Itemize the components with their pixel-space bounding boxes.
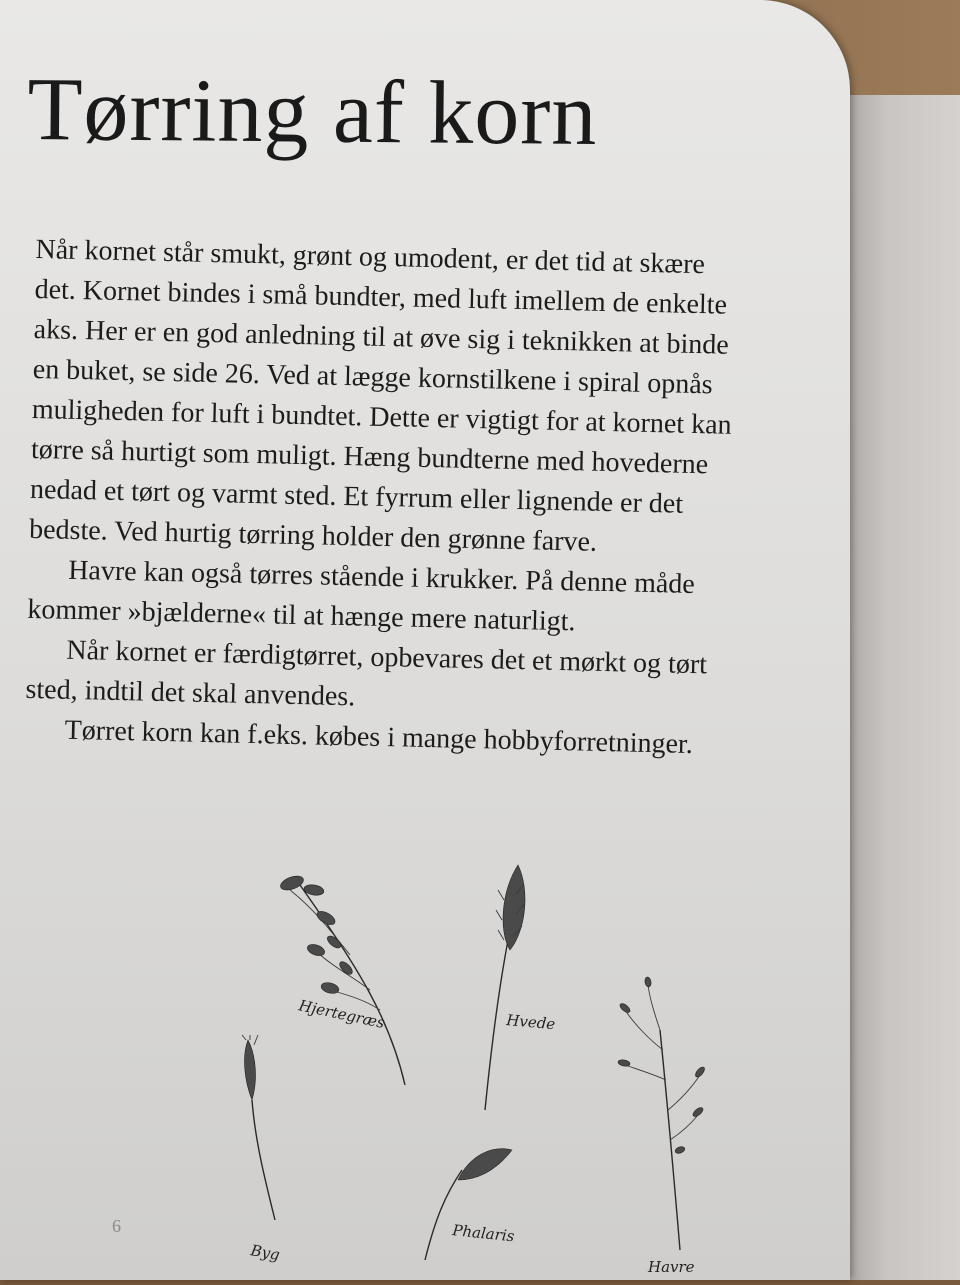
phalaris-drawing: [425, 1149, 516, 1260]
body-line: tørre så hurtigt som muligt. Hæng bundterne med hovederne: [30, 433, 709, 481]
body-line: det. Kornet bindes i små bundter, med luft imellem de enkelte: [34, 273, 728, 321]
body-line: Når kornet står smukt, grønt og umodent, er det tid at skære: [35, 233, 706, 281]
page-title: Tørring af korn: [27, 59, 598, 164]
label-hvede: Hvede: [505, 1011, 556, 1034]
facing-page-edge: [838, 95, 960, 1280]
hjertegraes-drawing: [279, 873, 405, 1085]
grain-drawings: [230, 850, 750, 1280]
body-line: bedste. Ved hurtig tørring holder den grønne farve.: [28, 513, 598, 558]
grain-illustrations: [230, 850, 750, 1280]
body-line: nedad et tørt og varmt sted. Et fyrrum eller lignende er det: [29, 473, 684, 520]
body-line: muligheden for luft i bundtet. Dette er vigtigt for at kornet kan: [31, 393, 732, 441]
byg-drawing: [242, 1035, 281, 1264]
body-line: Havre kan også tørres stående i krukker. På denne måde: [67, 554, 696, 601]
body-line: Tørret korn kan f.eks. købes i mange hobbyforretninger.: [64, 714, 694, 761]
page-number: 6: [112, 1216, 121, 1236]
hvede-drawing: [485, 865, 556, 1110]
body-line: sted, indtil det skal anvendes.: [25, 673, 356, 713]
body-line: kommer »bjælderne« til at hænge mere naturligt.: [27, 593, 576, 638]
label-phalaris: Phalaris: [451, 1221, 516, 1246]
label-byg: Byg: [249, 1241, 282, 1264]
label-havre: Havre: [648, 1258, 695, 1276]
havre-drawing: [618, 977, 707, 1276]
body-line: aks. Her er en god anledning til at øve sig i teknikken at binde: [33, 313, 730, 361]
body-line: Når kornet er færdigtørret, opbevares det et mørkt og tørt: [66, 634, 708, 681]
body-line: en buket, se side 26. Ved at lægge kornstilkene i spiral opnås: [32, 353, 713, 401]
label-hjertegraes: Hjertegræs: [297, 996, 387, 1033]
body-text: [24, 230, 836, 768]
